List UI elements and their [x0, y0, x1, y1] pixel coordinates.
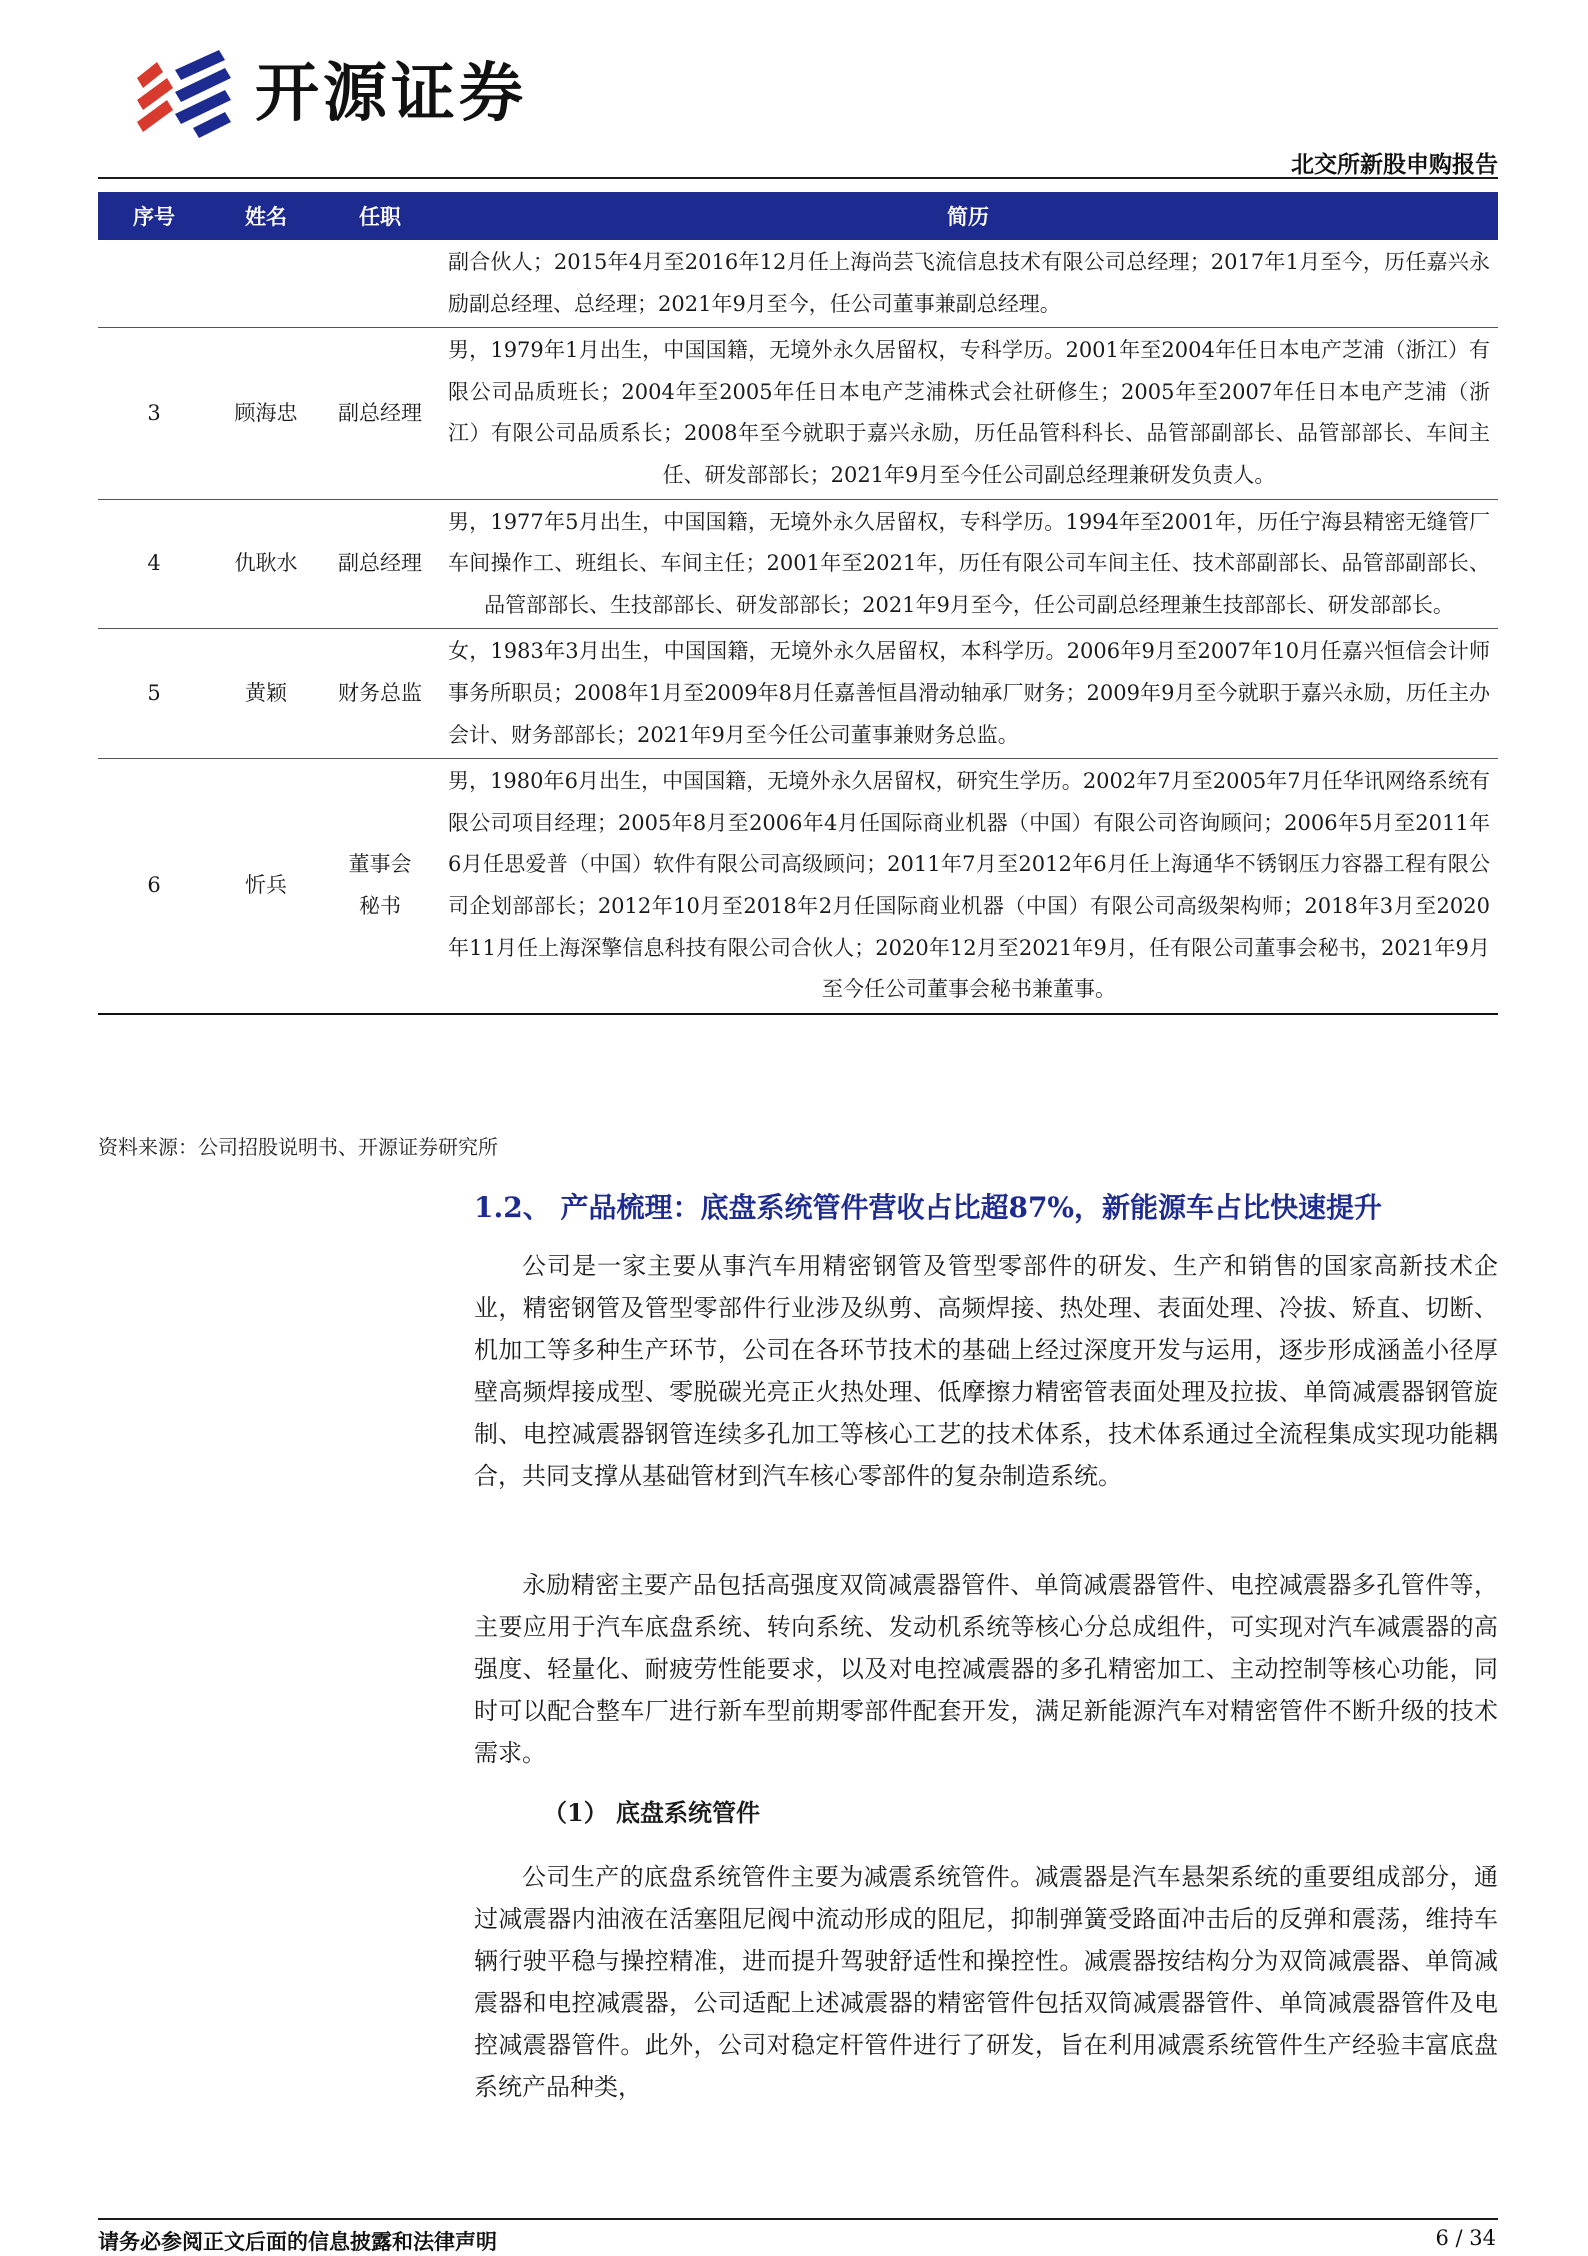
- page-number: 6 / 34: [1435, 2226, 1496, 2250]
- cell-name: [210, 240, 322, 328]
- body-paragraph: 公司是一家主要从事汽车用精密钢管及管型零部件的研发、生产和销售的国家高新技术企业，精密钢管及管型零部件行业涉及纵剪、高频焊接、热处理、表面处理、冷拔、矫直、切断、机加工等多种生产环节，公司在各环节技术的基础上经过深度开发与运用，逐步形成涵盖小径厚壁高频焊接成型、零脱碳光亮正火热处理、低摩擦力精密管表面处理及拉拔、单筒减震器钢管旋制、电控减震器钢管连续多孔加工等核心工艺的技术体系，技术体系通过全流程集成实现功能耦合，共同支撑从基础管材到汽车核心零部件的复杂制造系统。: [474, 1252, 1498, 1490]
- cell-name: 仇耿水: [210, 499, 322, 629]
- table-header-row: [98, 192, 1498, 240]
- col-header-no: 序号: [98, 192, 210, 240]
- cell-role: 副总经理: [322, 328, 438, 499]
- table-row: [98, 240, 1498, 328]
- brand-name: 开源证券: [255, 57, 527, 131]
- cell-name: 顾海忠: [210, 328, 322, 499]
- header-divider: [98, 177, 1498, 179]
- executives-table: [98, 192, 1498, 1015]
- brand-logo: [133, 48, 527, 140]
- table-row: [98, 629, 1498, 759]
- body-paragraph: 永励精密主要产品包括高强度双筒减震器管件、单筒减震器管件、电控减震器多孔管件等，主要应用于汽车底盘系统、转向系统、发动机系统等核心分总成组件，可实现对汽车减震器的高强度、轻量化、耐疲劳性能要求，以及对电控减震器的多孔精密加工、主动控制等核心功能，同时可以配合整车厂进行新车型前期零部件配套开发，满足新能源汽车对精密管件不断升级的技术需求。: [474, 1571, 1498, 1767]
- footer-divider: [98, 2218, 1498, 2220]
- body-paragraph: 公司生产的底盘系统管件主要为减震系统管件。减震器是汽车悬架系统的重要组成部分，通过减震器内油液在活塞阻尼阀中流动形成的阻尼，抑制弹簧受路面冲击后的反弹和震荡，维持车辆行驶平稳与操控精准，进而提升驾驶舒适性和操控性。减震器按结构分为双筒减震器、单筒减震器和电控减震器，公司适配上述减震器的精密管件包括双筒减震器管件、单筒减震器管件及电控减震器管件。此外，公司对稳定杆管件进行了研发，旨在利用减震系统管件生产经验丰富底盘系统产品种类，: [474, 1863, 1498, 2101]
- table-row: [98, 759, 1498, 1014]
- col-header-bio: 简历: [438, 192, 1498, 240]
- col-header-name: 姓名: [210, 192, 322, 240]
- section-title: 1.2、 产品梳理：底盘系统管件营收占比超87%，新能源车占比快速提升: [474, 1191, 1383, 1224]
- cell-bio: 副合伙人；2015年4月至2016年12月任上海尚芸飞流信息技术有限公司总经理；2017年1月至今，历任嘉兴永励副总经理、总经理；2021年9月至今，任公司董事兼副总经理。: [438, 240, 1498, 328]
- col-header-role: 任职: [322, 192, 438, 240]
- cell-role: 财务总监: [322, 629, 438, 759]
- cell-no: [98, 240, 210, 328]
- kaiyuan-logo-icon: [133, 48, 233, 140]
- cell-bio: 女，1983年3月出生，中国国籍，无境外永久居留权，本科学历。2006年9月至2007年10月任嘉兴恒信会计师事务所职员；2008年1月至2009年8月任嘉善恒昌滑动轴承厂财务；2009年9月至今就职于嘉兴永励，历任主办会计、财务部部长；2021年9月至今任公司董事兼财务总监。: [438, 629, 1498, 759]
- cell-name: 黄颖: [210, 629, 322, 759]
- cell-no: 3: [98, 328, 210, 499]
- cell-name: 忻兵: [210, 759, 322, 1014]
- cell-bio: 男，1979年1月出生，中国国籍，无境外永久居留权，专科学历。2001年至2004年任日本电产芝浦（浙江）有限公司品质班长；2004年至2005年任日本电产芝浦株式会社研修生；2005年至2007年任日本电产芝浦（浙江）有限公司品质系长；2008年至今就职于嘉兴永励，历任品管科科长、品管部副部长、品管部部长、车间主任、研发部部长；2021年9月至今任公司副总经理兼研发负责人。: [438, 328, 1498, 499]
- subsection-title: （1） 底盘系统管件: [543, 1798, 761, 1827]
- cell-role: 董事会秘书: [322, 759, 438, 1014]
- table-row: [98, 499, 1498, 629]
- cell-bio: 男，1977年5月出生，中国国籍，无境外永久居留权，专科学历。1994年至2001年，历任宁海县精密无缝管厂车间操作工、班组长、车间主任；2001年至2021年，历任有限公司车间主任、技术部副部长、品管部副部长、品管部部长、生技部部长、研发部部长；2021年9月至今，任公司副总经理兼生技部部长、研发部部长。: [438, 499, 1498, 629]
- cell-no: 4: [98, 499, 210, 629]
- cell-no: 5: [98, 629, 210, 759]
- cell-bio: 男，1980年6月出生，中国国籍，无境外永久居留权，研究生学历。2002年7月至2005年7月任华讯网络系统有限公司项目经理；2005年8月至2006年4月任国际商业机器（中国）有限公司咨询顾问；2006年5月至2011年6月任思爱普（中国）软件有限公司高级顾问；2011年7月至2012年6月任上海通华不锈钢压力容器工程有限公司企划部部长；2012年10月至2018年2月任国际商业机器（中国）有限公司高级架构师；2018年3月至2020年11月任上海深擎信息科技有限公司合伙人；2020年12月至2021年9月，任有限公司董事会秘书，2021年9月至今任公司董事会秘书兼董事。: [438, 759, 1498, 1014]
- cell-role: [322, 240, 438, 328]
- table-source-note: 资料来源：公司招股说明书、开源证券研究所: [98, 1135, 498, 1159]
- report-type: 北交所新股申购报告: [1291, 152, 1498, 178]
- table-row: [98, 328, 1498, 499]
- footer-disclaimer: 请务必参阅正文后面的信息披露和法律声明: [98, 2229, 497, 2254]
- cell-role: 副总经理: [322, 499, 438, 629]
- cell-no: 6: [98, 759, 210, 1014]
